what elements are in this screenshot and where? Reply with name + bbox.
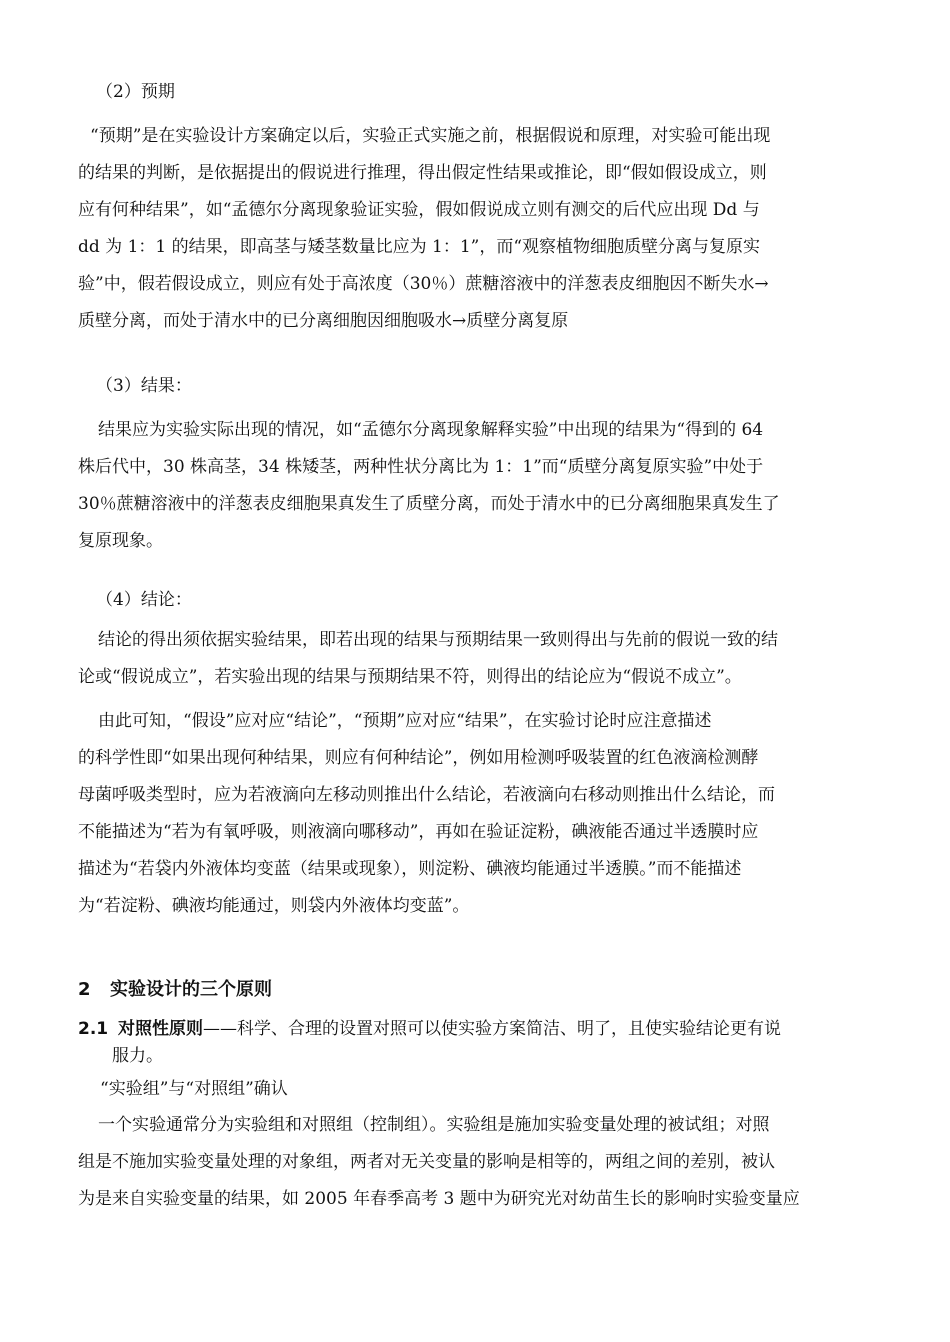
expectation-line: “预期”是在实验设计方案确定以后，实验正式实施之前，根据假说和原理，对实验可能出现 — [90, 126, 771, 146]
expectation-paragraph — [78, 118, 878, 340]
expectation-line: dd 为 1：1 的结果，即高茎与矮茎数量比应为 1：1”，而“观察植物细胞质壁分离与复原实 — [78, 237, 761, 257]
result-line: 株后代中，30 株高茎，34 株矮茎，两种性状分离比为 1：1”而“质壁分离复原实验”中处于 — [78, 457, 764, 477]
result-line: 30％蔗糖溶液中的洋葱表皮细胞果真发生了质壁分离，而处于清水中的已分离细胞果真发生了 — [78, 494, 780, 514]
section2-body-line: 组是不施加实验变量处理的对象组，两者对无关变量的影响是相等的，两组之间的差别，被认 — [78, 1152, 775, 1172]
summary-line: 由此可知，“假设”应对应“结论”，“预期”应对应“结果”，在实验讨论时应注意描述 — [98, 711, 712, 731]
section2-body-paragraph — [78, 1107, 878, 1218]
section-title: 实验设计的三个原则 — [110, 979, 272, 1000]
result-heading: （3）结果： — [96, 376, 192, 396]
summary-line: 不能描述为“若为有氧呼吸，则液滴向哪移动”，再如在验证淀粉，碘液能否通过半透膜时应 — [78, 822, 759, 842]
result-line: 结果应为实验实际出现的情况，如“孟德尔分离现象解释实验”中出现的结果为“得到的 64 — [98, 420, 764, 440]
result-line: 复原现象。 — [78, 531, 163, 551]
subsection-title: 对照性原则 — [118, 1019, 203, 1039]
conclusion-line: 结论的得出须依据实验结果，即若出现的结果与预期结果一致则得出与先前的假说一致的结 — [98, 630, 778, 650]
summary-line: 母菌呼吸类型时，应为若液滴向左移动则推出什么结论，若液滴向右移动则推出什么结论，而 — [78, 785, 775, 805]
subsection-number: 2.1 — [78, 1019, 109, 1039]
section2-body-line: 为是来自实验变量的结果，如 2005 年春季高考 3 题中为研究光对幼苗生长的影响时实验变量应 — [78, 1189, 800, 1209]
conclusion-heading: （4）结论： — [96, 590, 192, 610]
subsection-text: ——科学、合理的设置对照可以使实验方案简洁、明了，且使实验结论更有说 — [203, 1019, 781, 1039]
section2-body-line: 一个实验通常分为实验组和对照组（控制组）。实验组是施加实验变量处理的被试组；对照 — [98, 1115, 770, 1135]
subsection-heading — [78, 1016, 878, 1070]
expectation-line: 质壁分离，而处于清水中的已分离细胞因细胞吸水→质壁分离复原 — [78, 311, 569, 331]
summary-line: 为“若淀粉、碘液均能通过，则袋内外液体均变蓝”。 — [78, 896, 470, 916]
expectation-heading: （2）预期 — [96, 82, 175, 102]
summary-line: 的科学性即“如果出现何种结果，则应有何种结论”，例如用检测呼吸装置的红色液滴检测酵 — [78, 748, 759, 768]
conclusion-paragraph — [78, 622, 878, 696]
expectation-line: 应有何种结果”，如“孟德尔分离现象验证实验，假如假说成立则有测交的后代应出现 Dd 与 — [78, 200, 760, 220]
subsection-text-continued: 服力。 — [112, 1046, 163, 1066]
summary-paragraph — [78, 703, 878, 925]
expectation-line: 验”中，假若假设成立，则应有处于高浓度（30％）蔗糖溶液中的洋葱表皮细胞因不断失水→ — [78, 274, 769, 294]
summary-line: 描述为“若袋内外液体均变蓝（结果或现象），则淀粉、碘液均能通过半透膜。”而不能描述 — [78, 859, 742, 879]
result-paragraph — [78, 412, 878, 560]
section-number: 2 — [78, 979, 91, 1000]
section-heading — [78, 972, 272, 1008]
conclusion-line: 论或“假说成立”，若实验出现的结果与预期结果不符，则得出的结论应为“假说不成立”。 — [78, 667, 742, 687]
expectation-line: 的结果的判断，是依据提出的假说进行推理，得出假定性结果或推论，即“假如假设成立，则 — [78, 163, 767, 183]
confirm-heading: “实验组”与“对照组”确认 — [100, 1079, 288, 1099]
